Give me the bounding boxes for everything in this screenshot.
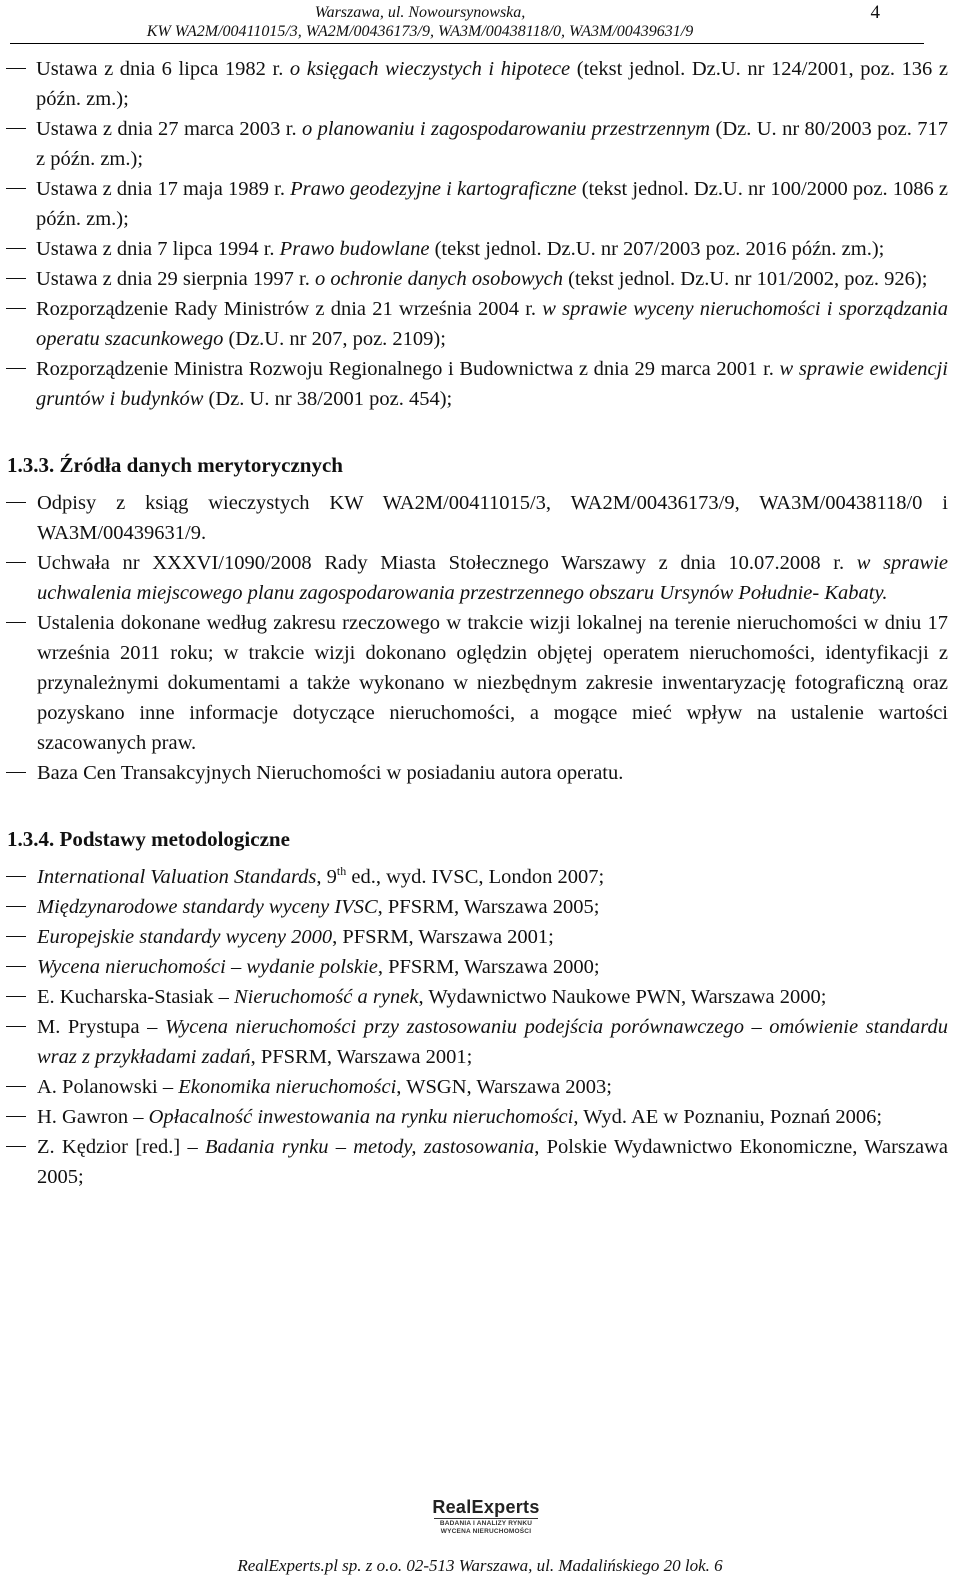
methodology-list	[0, 862, 960, 1192]
list-item-text: Rozporządzenie Rady Ministrów z dnia 21 września 2004 r.	[36, 298, 543, 320]
footer-address: RealExperts.pl sp. z o.o. 02-513 Warszawa, ul. Madalińskiego 20 lok. 6	[237, 1556, 723, 1575]
page-number: 4	[870, 2, 880, 23]
list-item-text: Z. Kędzior [red.] –	[37, 1136, 206, 1158]
list-item-title: Międzynarodowe standardy wyceny IVSC	[37, 896, 378, 918]
legal-acts-list	[0, 54, 960, 414]
list-item-text: H. Gawron –	[37, 1106, 149, 1128]
list-item	[0, 758, 960, 788]
list-item-text: Ustalenia dokonane według zakresu rzeczowego w trakcie wizji lokalnej na terenie nieruchomości w dniu 17 września 2011 roku; w trakcie wizji dokonano oględzin objętej operatem nieruchomości, identyfikacji z przynależnymi dokumentami a także wykonano w niezbędnym zakresie inwentaryzację fotograficzną oraz pozyskano inne informacje dotyczące nieruchomości, a mogące mieć wpływ na ustalenie wartości szacowanych praw.	[37, 612, 948, 754]
list-item-title: Ekonomika nieruchomości	[178, 1076, 397, 1098]
list-item-text: , Polskie Wydawnictwo Ekonomiczne, Warszawa 2005;	[37, 1136, 948, 1188]
list-item	[0, 1132, 960, 1192]
header-line-2: KW WA2M/00411015/3, WA2M/00436173/9, WA3M/00438118/0, WA3M/00439631/9	[146, 23, 694, 40]
list-item-title: Prawo geodezyjne i kartograficzne	[290, 178, 577, 200]
list-item-text: Uchwała nr XXXVI/1090/2008 Rady Miasta Stołecznego Warszawy z dnia 10.07.2008 r.	[37, 552, 857, 574]
list-item	[0, 54, 960, 114]
list-item-title: International Valuation Standards	[37, 866, 317, 888]
list-item	[0, 952, 960, 982]
list-item	[0, 862, 960, 892]
list-item-title: Wycena nieruchomości przy zastosowaniu podejścia porównawczego – omówienie standardu wraz z przykładami zadań	[37, 1016, 949, 1068]
list-item-title: Wycena nieruchomości – wydanie polskie	[37, 956, 378, 978]
logo-name: RealExperts	[432, 1497, 540, 1517]
logo-divider	[434, 1518, 538, 1519]
list-item-text: , PFSRM, Warszawa 2005;	[377, 896, 600, 918]
list-item-text: A. Polanowski –	[37, 1076, 179, 1098]
list-item-text: , WSGN, Warszawa 2003;	[396, 1076, 612, 1098]
superscript: th	[336, 864, 347, 878]
list-item	[0, 264, 960, 294]
list-item-title: w sprawie ewidencji gruntów i budynków	[36, 358, 948, 410]
list-item-text: , PFSRM, Warszawa 2000;	[377, 956, 600, 978]
list-item-text: (tekst jednol. Dz.U. nr 101/2002, poz. 926);	[563, 268, 928, 290]
list-item	[0, 608, 960, 758]
list-item-title: o księgach wieczystych i hipotece	[289, 58, 571, 80]
list-item-text: (tekst jednol. Dz.U. nr 124/2001, poz. 136 z późn. zm.);	[36, 58, 948, 110]
list-item-text: Ustawa z dnia 29 sierpnia 1997 r.	[36, 268, 315, 290]
list-item-title: o planowaniu i zagospodarowaniu przestrzennym	[302, 118, 711, 140]
list-item-text: (Dz. U. nr 38/2001 poz. 454);	[203, 388, 453, 410]
list-item-title: Badania rynku – metody, zastosowania	[205, 1136, 535, 1158]
list-item	[0, 488, 960, 548]
list-item-text: , 9	[316, 866, 337, 888]
list-item-title: Prawo budowlane	[279, 238, 430, 260]
list-item-text: (Dz.U. nr 207, poz. 2109);	[223, 328, 446, 350]
list-item	[0, 892, 960, 922]
list-item-text: , Wyd. AE w Poznaniu, Poznań 2006;	[573, 1106, 883, 1128]
header-divider	[10, 43, 924, 44]
list-item	[0, 1072, 960, 1102]
section-heading-sources: 1.3.3. Źródła danych merytorycznych	[7, 453, 343, 477]
list-item-text: (tekst jednol. Dz.U. nr 100/2000 poz. 1086 z późn. zm.);	[36, 178, 948, 230]
list-item-title: Opłacalność inwestowania na rynku nieruchomości	[148, 1106, 574, 1128]
list-item-text: Ustawa z dnia 17 maja 1989 r.	[36, 178, 291, 200]
company-logo	[416, 1497, 556, 1536]
list-item	[0, 174, 960, 234]
list-item-title: Europejskie standardy wyceny 2000	[37, 926, 333, 948]
list-item-text: Ustawa z dnia 7 lipca 1994 r.	[36, 238, 280, 260]
logo-subtitle-2: WYCENA NIERUCHOMOŚCI	[440, 1528, 532, 1535]
list-item	[0, 1102, 960, 1132]
list-item-text: (Dz. U. nr 80/2003 poz. 717 z późn. zm.);	[36, 118, 949, 170]
section-heading-methodology: 1.3.4. Podstawy metodologiczne	[7, 827, 290, 851]
page-content	[0, 54, 960, 1192]
list-item-title: w sprawie wyceny nieruchomości i sporządzania operatu szacunkowego	[36, 298, 948, 350]
logo-subtitle-1: BADANIA I ANALIZY RYNKU	[439, 1520, 533, 1527]
data-sources-list	[0, 488, 960, 788]
list-item	[0, 354, 960, 414]
list-item-text: (tekst jednol. Dz.U. nr 207/2003 poz. 2016 późn. zm.);	[429, 238, 885, 260]
list-item-text: E. Kucharska-Stasiak –	[37, 986, 234, 1008]
list-item	[0, 294, 960, 354]
list-item-title: o ochronie danych osobowych	[314, 268, 564, 290]
list-item-text: Baza Cen Transakcyjnych Nieruchomości w posiadaniu autora operatu.	[37, 762, 624, 784]
list-item-text: Rozporządzenie Ministra Rozwoju Regionalnego i Budownictwa z dnia 29 marca 2001 r.	[36, 358, 780, 380]
list-item-title: Nieruchomość a rynek	[233, 986, 419, 1008]
list-item-text: Odpisy z ksiąg wieczystych KW WA2M/00411015/3, WA2M/00436173/9, WA3M/00438118/0 i WA3M/00439631/9.	[37, 492, 948, 544]
list-item-text: , PFSRM, Warszawa 2001;	[250, 1046, 473, 1068]
list-item	[0, 234, 960, 264]
list-item-text: Ustawa z dnia 6 lipca 1982 r.	[36, 58, 290, 80]
list-item-text: , Wydawnictwo Naukowe PWN, Warszawa 2000;	[418, 986, 827, 1008]
header-line-1: Warszawa, ul. Nowoursynowska,	[314, 4, 526, 21]
list-item-text: M. Prystupa –	[37, 1016, 165, 1038]
list-item-title: w sprawie uchwalenia miejscowego planu zagospodarowania przestrzennego obszaru Ursynów Południe- Kabaty.	[37, 552, 948, 604]
list-item	[0, 548, 960, 608]
list-item	[0, 922, 960, 952]
list-item-text: ed., wyd. IVSC, London 2007;	[346, 866, 605, 888]
list-item	[0, 114, 960, 174]
list-item	[0, 982, 960, 1012]
page-header	[0, 0, 960, 46]
list-item-text: , PFSRM, Warszawa 2001;	[332, 926, 554, 948]
list-item	[0, 1012, 960, 1072]
list-item-text: Ustawa z dnia 27 marca 2003 r.	[36, 118, 303, 140]
header-address	[0, 3, 840, 41]
